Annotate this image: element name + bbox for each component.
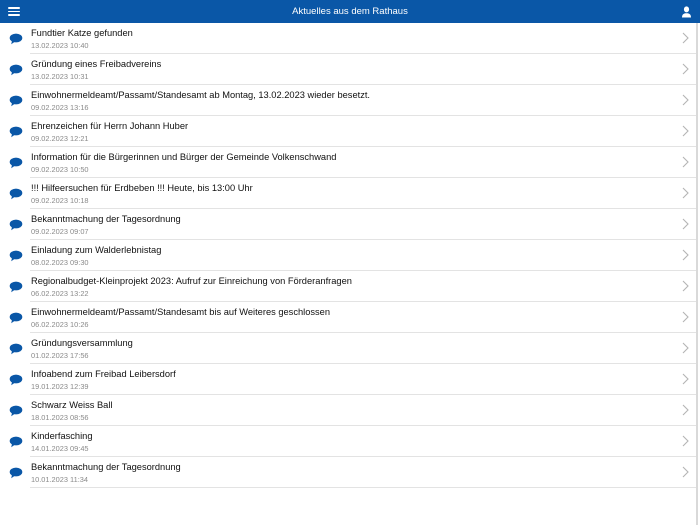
speech-bubble-icon — [9, 219, 23, 231]
speech-bubble-icon — [9, 467, 23, 479]
item-title: !!! Hilfeersuchen für Erdbeben !!! Heute, bis 13:00 Uhr — [31, 183, 253, 193]
item-title: Gründungsversammlung — [31, 338, 133, 348]
item-date: 09.02.2023 12:21 — [31, 133, 89, 143]
item-date: 13.02.2023 10:40 — [31, 40, 89, 50]
chevron-right-icon — [682, 32, 689, 44]
item-title: Einwohnermeldeamt/Passamt/Standesamt bis auf Weiteres geschlossen — [31, 307, 331, 317]
item-date: 14.01.2023 09:45 — [31, 443, 89, 453]
list-item[interactable] — [0, 395, 696, 426]
list-item[interactable] — [0, 209, 696, 240]
item-date: 19.01.2023 12:39 — [31, 381, 89, 391]
speech-bubble-icon — [9, 436, 23, 448]
user-icon — [681, 6, 692, 18]
page-title: Aktuelles aus dem Rathaus — [292, 6, 408, 17]
list-item[interactable] — [0, 54, 696, 85]
list-item[interactable] — [0, 426, 696, 457]
chevron-right-icon — [682, 373, 689, 385]
list-item[interactable] — [0, 240, 696, 271]
speech-bubble-icon — [9, 33, 23, 45]
chevron-right-icon — [682, 218, 689, 230]
chevron-right-icon — [682, 342, 689, 354]
item-date: 09.02.2023 10:50 — [31, 164, 89, 174]
speech-bubble-icon — [9, 95, 23, 107]
list-item[interactable] — [0, 457, 696, 488]
item-title: Regionalbudget-Kleinprojekt 2023: Aufruf zur Einreichung von Förderanfragen — [31, 276, 352, 286]
item-date: 18.01.2023 08:56 — [31, 412, 89, 422]
speech-bubble-icon — [9, 312, 23, 324]
item-title: Einwohnermeldeamt/Passamt/Standesamt ab Montag, 13.02.2023 wieder besetzt. — [31, 90, 371, 100]
item-title: Ehrenzeichen für Herrn Johann Huber — [31, 121, 189, 131]
item-title: Schwarz Weiss Ball — [31, 400, 113, 410]
user-profile-button[interactable] — [681, 5, 692, 17]
item-date: 06.02.2023 10:26 — [31, 319, 89, 329]
list-item[interactable] — [0, 302, 696, 333]
item-title: Gründung eines Freibadvereins — [31, 59, 162, 69]
chevron-right-icon — [682, 280, 689, 292]
news-list — [0, 23, 696, 488]
chevron-right-icon — [682, 466, 689, 478]
chevron-right-icon — [682, 435, 689, 447]
scrollbar[interactable] — [696, 23, 698, 525]
item-date: 01.02.2023 17:56 — [31, 350, 89, 360]
speech-bubble-icon — [9, 250, 23, 262]
item-title: Infoabend zum Freibad Leibersdorf — [31, 369, 176, 379]
item-title: Kinderfasching — [31, 431, 93, 441]
speech-bubble-icon — [9, 188, 23, 200]
item-title: Einladung zum Walderlebnistag — [31, 245, 162, 255]
list-item[interactable] — [0, 178, 696, 209]
speech-bubble-icon — [9, 374, 23, 386]
chevron-right-icon — [682, 63, 689, 75]
chevron-right-icon — [682, 187, 689, 199]
row-divider — [30, 487, 696, 488]
item-title: Bekanntmachung der Tagesordnung — [31, 214, 181, 224]
speech-bubble-icon — [9, 405, 23, 417]
list-item[interactable] — [0, 271, 696, 302]
item-title: Bekanntmachung der Tagesordnung — [31, 462, 181, 472]
speech-bubble-icon — [9, 64, 23, 76]
navigation-bar — [0, 0, 700, 23]
chevron-right-icon — [682, 249, 689, 261]
chevron-right-icon — [682, 156, 689, 168]
item-date: 09.02.2023 13:16 — [31, 102, 89, 112]
speech-bubble-icon — [9, 343, 23, 355]
list-item[interactable] — [0, 23, 696, 54]
item-title: Information für die Bürgerinnen und Bürger der Gemeinde Volkenschwand — [31, 152, 337, 162]
item-date: 09.02.2023 09:07 — [31, 226, 89, 236]
list-item[interactable] — [0, 85, 696, 116]
speech-bubble-icon — [9, 126, 23, 138]
item-date: 06.02.2023 13:22 — [31, 288, 89, 298]
item-date: 09.02.2023 10:18 — [31, 195, 89, 205]
list-item[interactable] — [0, 364, 696, 395]
item-date: 13.02.2023 10:31 — [31, 71, 89, 81]
item-title: Fundtier Katze gefunden — [31, 28, 133, 38]
chevron-right-icon — [682, 125, 689, 137]
chevron-right-icon — [682, 94, 689, 106]
speech-bubble-icon — [9, 281, 23, 293]
item-date: 08.02.2023 09:30 — [31, 257, 89, 267]
list-item[interactable] — [0, 333, 696, 364]
item-date: 10.01.2023 11:34 — [31, 474, 88, 484]
list-item[interactable] — [0, 116, 696, 147]
chevron-right-icon — [682, 404, 689, 416]
speech-bubble-icon — [9, 157, 23, 169]
chevron-right-icon — [682, 311, 689, 323]
list-item[interactable] — [0, 147, 696, 178]
